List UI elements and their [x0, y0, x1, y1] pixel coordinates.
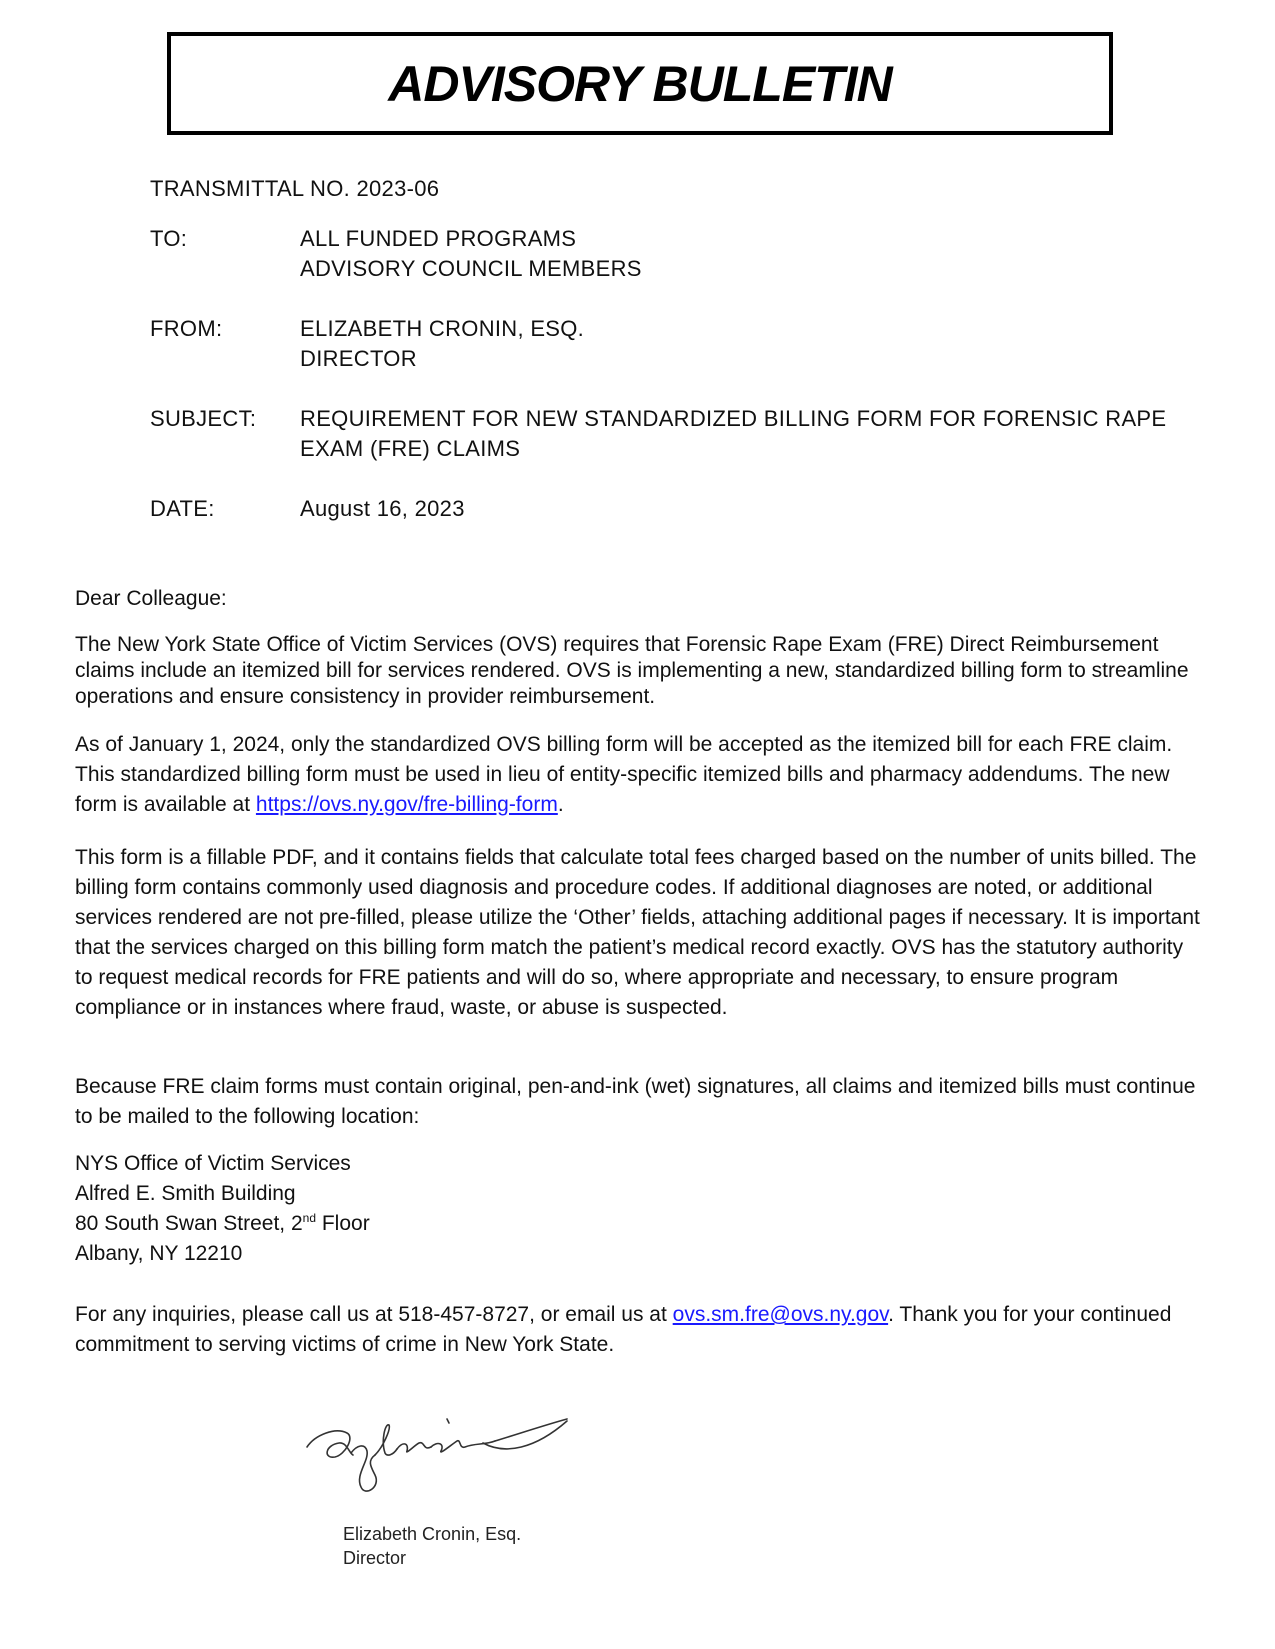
- memo-to-row: [150, 224, 1210, 284]
- from-value: [300, 314, 1210, 374]
- paragraph-1-block: [75, 632, 1205, 710]
- email-link[interactable]: ovs.sm.fre@ovs.ny.gov: [672, 1303, 889, 1326]
- handwritten-signature: [305, 1415, 585, 1505]
- paragraph-2-end: .: [557, 793, 564, 816]
- paragraph-4-block: [75, 1072, 1205, 1132]
- paragraph-5-end: . Thank you for your continued commitment to serving victims of crime in New York State.: [75, 1303, 1172, 1356]
- paragraph-5-text: For any inquiries, please call us at 518-457-8727, or email us at: [75, 1303, 673, 1326]
- to-line-1: ALL FUNDED PROGRAMS: [300, 226, 577, 251]
- memo-from-row: [150, 314, 1210, 374]
- address-line-1: NYS Office of Victim Services: [75, 1152, 351, 1175]
- signatory-name: Elizabeth Cronin, Esq.: [343, 1524, 522, 1544]
- paragraph-2: [75, 730, 1205, 820]
- from-line-2: DIRECTOR: [300, 346, 417, 371]
- transmittal-number: TRANSMITTAL NO. 2023-06: [150, 176, 440, 201]
- address-line-3-end: Floor: [316, 1212, 370, 1235]
- greeting: Dear Colleague:: [75, 587, 227, 610]
- memo-subject-row: [150, 404, 1210, 464]
- paragraph-5: [75, 1300, 1205, 1360]
- from-line-1: ELIZABETH CRONIN, ESQ.: [300, 316, 585, 341]
- memo-date-row: [150, 494, 1210, 524]
- address-line-2: Alfred E. Smith Building: [75, 1182, 296, 1205]
- memo-header: [150, 174, 1210, 524]
- bulletin-title-box: [167, 32, 1113, 135]
- bulletin-title: ADVISORY BULLETIN: [388, 55, 892, 112]
- signature-block: [343, 1522, 521, 1570]
- to-value: [300, 224, 1210, 284]
- to-line-2: ADVISORY COUNCIL MEMBERS: [300, 256, 642, 281]
- paragraph-4: Because FRE claim forms must contain original, pen-and-ink (wet) signatures, all claims and itemized bills must continue to be mailed to the following location:: [75, 1075, 1196, 1128]
- address-line-3: [75, 1209, 1205, 1239]
- subject-line-1: REQUIREMENT FOR NEW STANDARDIZED BILLING FORM FOR FORENSIC RAPE: [300, 406, 1167, 431]
- date-label: DATE:: [150, 496, 215, 521]
- address-superscript: nd: [302, 1211, 317, 1225]
- paragraph-2-text: As of January 1, 2024, only the standardized OVS billing form will be accepted as the itemized bill for each FRE claim. This standardized billing form must be used in lieu of entity-specific itemized bills and pharmacy addendums. The new form is available at: [75, 733, 1173, 816]
- paragraph-1: The New York State Office of Victim Services (OVS) requires that Forensic Rape Exam (FRE) Direct Reimbursement claims include an itemized bill for services rendered. OVS is implementing a new, standardized billing form to streamline operations and ensure consistency in provider reimbursement.: [75, 633, 1189, 708]
- subject-label: SUBJECT:: [150, 406, 257, 431]
- subject-value: [300, 404, 1210, 464]
- letter-greeting-block: [75, 584, 1205, 614]
- address-line-3-text: 80 South Swan Street, 2: [75, 1212, 303, 1235]
- subject-line-2: EXAM (FRE) CLAIMS: [300, 436, 521, 461]
- address-line-4: Albany, NY 12210: [75, 1242, 243, 1265]
- date-value: August 16, 2023: [300, 496, 465, 521]
- paragraph-2-block: [75, 730, 1205, 820]
- billing-form-link[interactable]: https://ovs.ny.gov/fre-billing-form: [255, 793, 558, 816]
- from-label: FROM:: [150, 316, 223, 341]
- paragraph-3-block: [75, 843, 1205, 1023]
- mailing-address: [75, 1149, 1205, 1269]
- signatory-title: Director: [343, 1548, 407, 1568]
- to-label: TO:: [150, 226, 188, 251]
- paragraph-3: This form is a fillable PDF, and it contains fields that calculate total fees charged based on the number of units billed. The billing form contains commonly used diagnosis and procedure codes. If additional diagnoses are noted, or additional services rendered are not pre-filled, please utilize the ‘Other’ fields, attaching additional pages if necessary. It is important that the services charged on this billing form match the patient’s medical record exactly. OVS has the statutory authority to request medical records for FRE patients and will do so, where appropriate and necessary, to ensure program compliance or in instances where fraud, waste, or abuse is suspected.: [75, 846, 1200, 1019]
- paragraph-5-block: [75, 1300, 1205, 1360]
